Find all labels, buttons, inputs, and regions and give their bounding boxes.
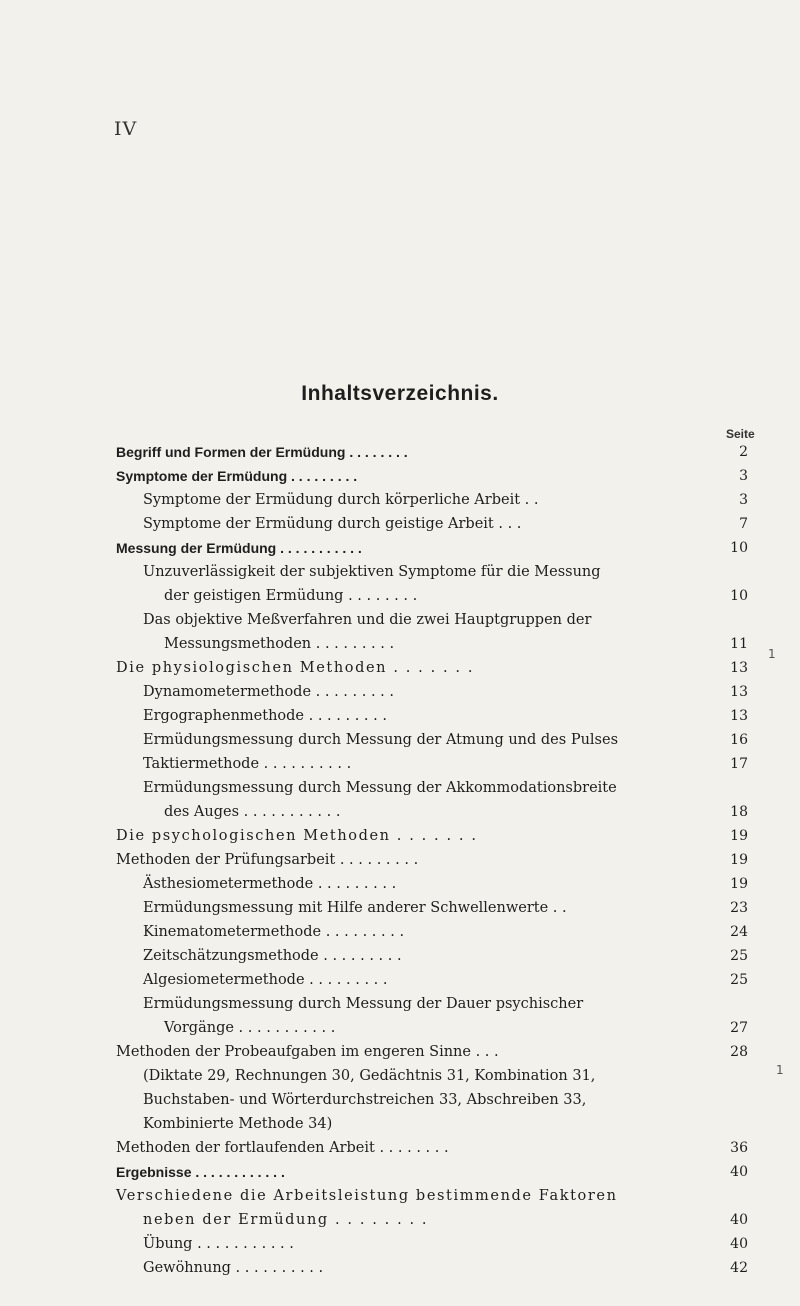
toc-entry [116, 488, 748, 512]
toc-entry-page: 3 [739, 468, 748, 484]
toc-entry-text: Die physiologischen Methoden . . . . . . . [116, 660, 475, 676]
toc-entry [116, 560, 748, 584]
toc-entry-text: Dynamometermethode . . . . . . . . . [143, 684, 395, 700]
toc-entry-text: Gewöhnung . . . . . . . . . . [143, 1260, 324, 1276]
toc-entry-text: Kombinierte Methode 34) [143, 1116, 333, 1132]
toc-entry-text: Symptome der Ermüdung . . . . . . . . . [116, 468, 358, 484]
toc-entry-text: Kinematometermethode . . . . . . . . . [143, 924, 405, 940]
toc-entry-text: Begriff und Formen der Ermüdung . . . . . . . . [116, 444, 408, 460]
toc-entry [116, 608, 748, 632]
toc-title: Inhaltsverzeichnis. [301, 382, 499, 405]
toc-entry-text: Symptome der Ermüdung durch geistige Arbeit . . . [143, 516, 522, 532]
toc-entry [116, 440, 748, 464]
toc-entry [116, 1112, 748, 1136]
toc-entry-page: 3 [739, 492, 748, 508]
toc-entry [116, 680, 748, 704]
margin-mark: 1 [768, 647, 776, 661]
toc-entry [116, 944, 748, 968]
toc-entry-text: des Auges . . . . . . . . . . . [164, 804, 341, 820]
toc-entry-page: 19 [730, 852, 748, 868]
toc-entry-text: Ermüdungsmessung durch Messung der Akkommodationsbreite [143, 780, 617, 796]
toc-entry-text: neben der Ermüdung . . . . . . . . [143, 1212, 429, 1228]
toc-entry-page: 42 [730, 1260, 748, 1276]
toc-entry [116, 1232, 748, 1256]
toc-entry-page: 13 [730, 708, 748, 724]
toc-entry [116, 536, 748, 560]
toc-entry-page: 10 [730, 588, 748, 604]
toc-entry-text: Ermüdungsmessung durch Messung der Atmung und des Pulses [143, 732, 619, 748]
toc-entry-page: 24 [730, 924, 748, 940]
page-number: IV [114, 118, 138, 140]
toc-entry [116, 824, 748, 848]
toc-entry [116, 584, 748, 608]
toc-entry-page: 18 [730, 804, 748, 820]
toc-entry [116, 464, 748, 488]
toc-entry-page: 17 [730, 756, 748, 772]
toc-entry-page: 13 [730, 660, 748, 676]
toc-entry-text: Messungsmethoden . . . . . . . . . [164, 636, 395, 652]
toc-entry [116, 992, 748, 1016]
toc-entry [116, 1160, 748, 1184]
toc-entry [116, 872, 748, 896]
toc-entry-text: Übung . . . . . . . . . . . [143, 1236, 294, 1252]
toc-entry-page: 19 [730, 828, 748, 844]
toc-entry-page: 28 [730, 1044, 748, 1060]
toc-entry-text: Algesiometermethode . . . . . . . . . [143, 972, 388, 988]
toc-entry-text: Ergographenmethode . . . . . . . . . [143, 708, 387, 724]
toc-entry-text: Methoden der fortlaufenden Arbeit . . . . . . . . [116, 1140, 449, 1156]
toc-entry [116, 704, 748, 728]
toc-entry [116, 632, 748, 656]
toc-entry-text: Symptome der Ermüdung durch körperliche Arbeit . . [143, 492, 539, 508]
toc-entry [116, 800, 748, 824]
table-of-contents [116, 440, 748, 1280]
toc-entry [116, 1016, 748, 1040]
toc-entry [116, 1256, 748, 1280]
toc-entry-text: Zeitschätzungsmethode . . . . . . . . . [143, 948, 402, 964]
toc-entry-page: 16 [730, 732, 748, 748]
toc-entry-text: Verschiedene die Arbeitsleistung bestimmende Faktoren [116, 1188, 618, 1204]
toc-entry-text: (Diktate 29, Rechnungen 30, Gedächtnis 31, Kombination 31, [143, 1068, 596, 1084]
toc-entry-text: Ermüdungsmessung mit Hilfe anderer Schwellenwerte . . [143, 900, 567, 916]
toc-entry-page: 40 [730, 1236, 748, 1252]
toc-entry-page: 36 [730, 1140, 748, 1156]
toc-entry-text: Vorgänge . . . . . . . . . . . [164, 1020, 336, 1036]
toc-entry [116, 920, 748, 944]
toc-entry [116, 512, 748, 536]
toc-entry-text: Ästhesiometermethode . . . . . . . . . [143, 876, 397, 892]
page-column-label: Seite [726, 427, 755, 441]
margin-mark: 1 [776, 1063, 784, 1077]
toc-entry-text: Das objektive Meßverfahren und die zwei Hauptgruppen der [143, 612, 592, 628]
toc-entry-text: Buchstaben- und Wörterdurchstreichen 33, Abschreiben 33, [143, 1092, 587, 1108]
toc-entry-page: 11 [730, 636, 748, 652]
toc-entry [116, 1136, 748, 1160]
toc-entry [116, 968, 748, 992]
toc-entry-text: Ermüdungsmessung durch Messung der Dauer psychischer [143, 996, 584, 1012]
toc-entry-text: Taktiermethode . . . . . . . . . . [143, 756, 352, 772]
toc-entry-page: 40 [730, 1164, 748, 1180]
toc-entry [116, 656, 748, 680]
toc-entry-text: Methoden der Probeaufgaben im engeren Sinne . . . [116, 1044, 499, 1060]
toc-entry [116, 1088, 748, 1112]
toc-entry-page: 27 [730, 1020, 748, 1036]
toc-entry-page: 23 [730, 900, 748, 916]
toc-entry-page: 13 [730, 684, 748, 700]
toc-entry [116, 848, 748, 872]
toc-entry-page: 25 [730, 948, 748, 964]
toc-entry-text: Unzuverlässigkeit der subjektiven Symptome für die Messung [143, 564, 601, 580]
toc-entry-text: Ergebnisse . . . . . . . . . . . . [116, 1164, 285, 1180]
toc-entry-text: Die psychologischen Methoden . . . . . . . [116, 828, 478, 844]
toc-entry [116, 728, 748, 752]
toc-entry-page: 10 [730, 540, 748, 556]
toc-entry-page: 25 [730, 972, 748, 988]
toc-entry [116, 1040, 748, 1064]
toc-entry [116, 776, 748, 800]
toc-entry-text: der geistigen Ermüdung . . . . . . . . [164, 588, 418, 604]
toc-entry [116, 1184, 748, 1208]
toc-entry [116, 1064, 748, 1088]
toc-entry-page: 40 [730, 1212, 748, 1228]
toc-entry-page: 7 [739, 516, 748, 532]
toc-entry-text: Methoden der Prüfungsarbeit . . . . . . . . . [116, 852, 419, 868]
toc-entry-page: 2 [739, 444, 748, 460]
toc-entry-text: Messung der Ermüdung . . . . . . . . . . . [116, 540, 362, 556]
toc-entry-page: 19 [730, 876, 748, 892]
toc-entry [116, 896, 748, 920]
toc-entry [116, 752, 748, 776]
toc-entry [116, 1208, 748, 1232]
